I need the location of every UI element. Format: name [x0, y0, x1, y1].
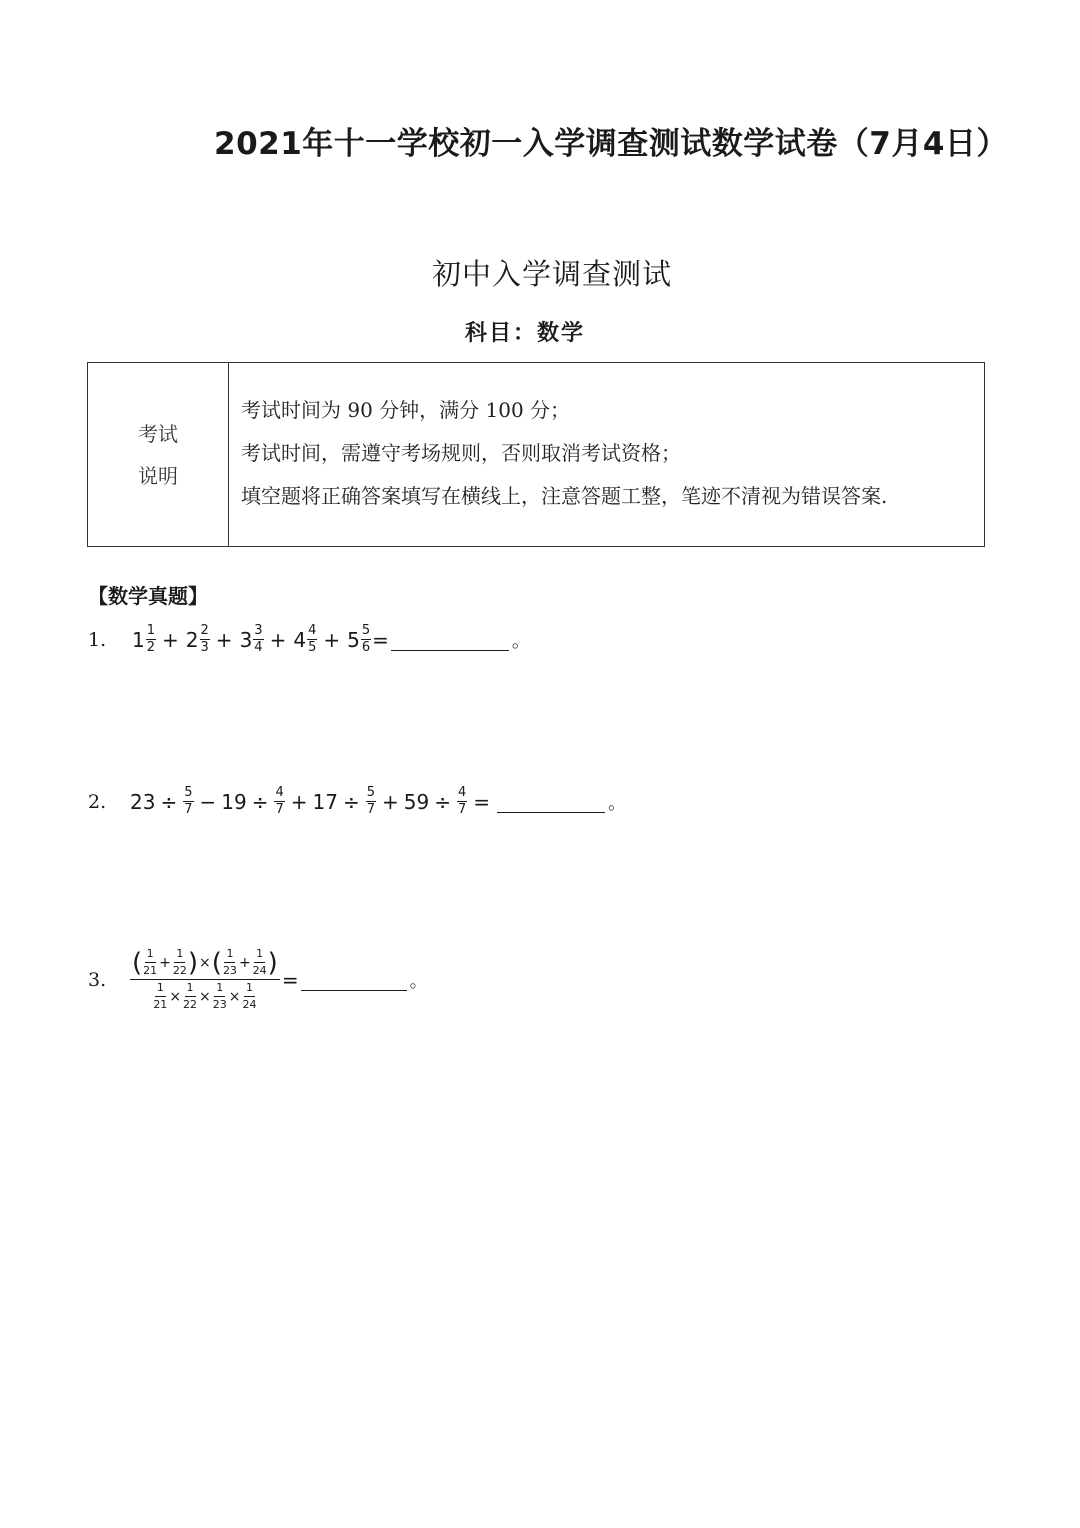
question-3: [88, 948, 428, 1011]
mixed-whole: 3: [239, 627, 253, 652]
numerator: 4: [275, 785, 284, 800]
fraction: [361, 624, 371, 655]
plus-sign: +: [382, 789, 399, 814]
fraction: [146, 624, 156, 655]
fraction: [457, 786, 467, 817]
numerator: 2: [200, 623, 209, 638]
divide-sign: ÷: [251, 789, 269, 814]
equals-sign: =: [372, 627, 389, 652]
numerator: 1: [244, 982, 255, 997]
plus-sign: +: [159, 954, 171, 971]
fraction: [223, 948, 237, 977]
fraction: [243, 982, 257, 1011]
complex-denominator: [152, 980, 257, 1011]
denominator: 23: [212, 998, 227, 1011]
question-1-expression: [130, 624, 530, 655]
exam-heading: 初中入学调查测试: [431, 257, 672, 291]
question-number: 3.: [88, 968, 107, 991]
question-1: [88, 624, 530, 655]
mixed-whole: 2: [185, 627, 199, 652]
numerator: 1: [155, 982, 166, 997]
denominator: 21: [143, 964, 158, 977]
operand: 17: [312, 789, 338, 814]
denominator: 23: [222, 964, 237, 977]
equals-sign: =: [281, 967, 299, 992]
mixed-whole: 1: [132, 627, 145, 652]
plus-sign: +: [290, 789, 308, 814]
fraction: [366, 786, 376, 817]
numerator: 5: [366, 785, 376, 800]
numerator: 5: [184, 785, 193, 800]
left-paren: (: [211, 947, 222, 978]
fraction: [153, 982, 167, 1011]
question-number: 2.: [88, 790, 107, 813]
denominator: 7: [458, 802, 467, 817]
denominator: 21: [153, 998, 168, 1011]
plus-sign: +: [238, 954, 251, 971]
plus-sign: +: [269, 627, 287, 652]
period-mark: 。: [608, 792, 627, 814]
instruction-line: 考试时间为 90 分钟，满分 100 分；: [241, 398, 571, 422]
fraction: [200, 624, 210, 655]
instructions-label-cell: [88, 363, 229, 546]
denominator: 22: [183, 998, 198, 1011]
times-sign: ×: [228, 988, 241, 1005]
fraction: [213, 982, 227, 1011]
divide-sign: ÷: [160, 789, 178, 814]
fraction: [173, 948, 187, 977]
subject-line: 科目：数学: [464, 321, 585, 346]
denominator: 7: [184, 802, 193, 817]
fraction: [143, 948, 157, 977]
instruction-line: 填空题将正确答案填写在横线上，注意答题工整，笔迹不清视为错误答案.: [241, 484, 888, 508]
fraction: [183, 982, 197, 1011]
operand: 23: [130, 789, 156, 814]
fraction: [253, 948, 267, 977]
numerator: 1: [145, 948, 156, 963]
times-sign: ×: [199, 954, 211, 971]
plus-sign: +: [323, 627, 341, 652]
denominator: 6: [361, 640, 371, 655]
denominator: 24: [252, 964, 267, 977]
denominator: 22: [172, 964, 187, 977]
divide-sign: ÷: [434, 789, 452, 814]
answer-blank[interactable]: [301, 968, 407, 991]
operand: 59: [403, 789, 430, 814]
denominator: 24: [242, 998, 257, 1011]
instruction-line: 考试时间，需遵守考场规则，否则取消考试资格；: [241, 441, 681, 465]
right-paren: ): [187, 947, 199, 978]
right-paren: ): [267, 947, 278, 978]
numerator: 1: [214, 982, 225, 997]
numerator: 1: [185, 982, 196, 997]
section-label: 【数学真题】: [88, 584, 208, 608]
numerator: 3: [254, 623, 263, 638]
minus-sign: −: [199, 789, 217, 814]
denominator: 5: [308, 640, 317, 655]
instructions-label-line1: 考试: [138, 421, 178, 446]
instructions-table: [87, 362, 985, 547]
main-title: 2021年十一学校初一入学调查测试数学试卷（7月4日）: [214, 126, 1008, 162]
numerator: 1: [224, 948, 235, 963]
fraction: [274, 786, 284, 817]
period-mark: 。: [511, 630, 530, 652]
times-sign: ×: [199, 988, 211, 1005]
complex-fraction: [130, 948, 280, 1011]
question-2-expression: [130, 786, 626, 817]
numerator: 1: [254, 948, 265, 963]
mixed-whole: 4: [293, 627, 307, 652]
plus-sign: +: [162, 627, 179, 652]
denominator: 3: [200, 640, 209, 655]
period-mark: 。: [409, 970, 428, 992]
numerator: 4: [308, 623, 317, 638]
mixed-whole: 5: [347, 627, 360, 652]
numerator: 4: [458, 785, 467, 800]
equals-sign: =: [473, 789, 491, 814]
instructions-content-cell: [229, 363, 984, 546]
divide-sign: ÷: [342, 789, 360, 814]
instructions-label-line2: 说明: [138, 463, 178, 488]
answer-blank[interactable]: [391, 628, 509, 651]
question-3-expression: [130, 948, 428, 1011]
numerator: 1: [146, 623, 156, 638]
denominator: 7: [366, 802, 376, 817]
question-2: [88, 786, 626, 817]
denominator: 4: [254, 640, 263, 655]
complex-numerator: [130, 948, 280, 980]
plus-sign: +: [215, 627, 233, 652]
fraction: [183, 786, 193, 817]
operand: 19: [221, 789, 247, 814]
left-paren: (: [132, 947, 143, 978]
denominator: 7: [275, 802, 284, 817]
denominator: 2: [146, 640, 156, 655]
answer-blank[interactable]: [497, 790, 605, 813]
times-sign: ×: [169, 988, 182, 1005]
fraction: [253, 624, 263, 655]
numerator: 5: [361, 623, 371, 638]
fraction: [307, 624, 317, 655]
numerator: 1: [174, 948, 185, 963]
question-number: 1.: [88, 628, 107, 651]
